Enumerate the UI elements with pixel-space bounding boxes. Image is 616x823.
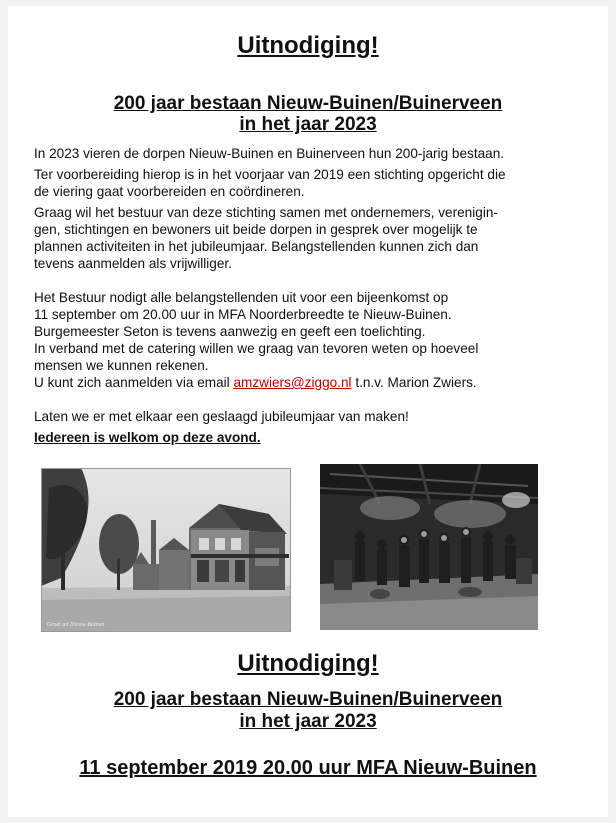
- page-subtitle-line1: 200 jaar bestaan Nieuw-Buinen/Buinerveen: [113, 93, 503, 114]
- paragraph-intro: In 2023 vieren de dorpen Nieuw-Buinen en Buinerveen hun 200-jarig bestaan.: [34, 146, 505, 161]
- paragraph-meeting-l6: [34, 374, 590, 391]
- signup-text-pre: U kunt zich aanmelden via email: [34, 375, 234, 390]
- paragraph-meeting-l5: mensen we kunnen rekenen.: [34, 358, 209, 373]
- photo-factory-workers: [320, 464, 538, 630]
- page-subtitle-line2: in het jaar 2023: [239, 114, 377, 135]
- footer-subtitle-line1: 200 jaar bestaan Nieuw-Buinen/Buinerveen: [113, 689, 503, 710]
- paragraph-board-l4: tevens aanmelden als vrijwilliger.: [34, 256, 232, 271]
- paragraph-preparation-l1: Ter voorbereiding hierop is in het voorjaar van 2019 een stichting opgericht die: [34, 167, 506, 182]
- paragraph-meeting-l2: 11 september om 20.00 uur in MFA Noorderbreedte te Nieuw-Buinen.: [34, 307, 452, 322]
- paragraph-board-l2: gen, stichtingen en bewoners uit beide dorpen in gesprek over mogelijk te: [34, 222, 478, 237]
- signup-text-post: t.n.v. Marion Zwiers.: [351, 375, 477, 390]
- paragraph-preparation-l2: de viering gaat voorbereiden en coördineren.: [34, 184, 305, 199]
- paragraph-closing: Laten we er met elkaar een geslaagd jubileumjaar van maken!: [34, 409, 409, 424]
- email-link[interactable]: amzwiers@ziggo.nl: [233, 375, 352, 390]
- paragraph-board-l1: Graag wil het bestuur van deze stichting samen met ondernemers, verenigin-: [34, 205, 498, 220]
- paragraph-board-l3: plannen activiteiten in het jubileumjaar. Belangstellenden kunnen zich dan: [34, 239, 479, 254]
- welcome-line: Iedereen is welkom op deze avond.: [34, 430, 261, 445]
- paragraph-meeting-l3: Burgemeester Seton is tevens aanwezig en geeft een toelichting.: [34, 324, 426, 339]
- page-title: Uitnodiging!: [237, 32, 379, 59]
- photo-street-scene: [41, 468, 291, 632]
- footer-subtitle-line2: in het jaar 2023: [239, 711, 377, 732]
- footer-title: Uitnodiging!: [237, 650, 379, 677]
- invitation-page: [8, 6, 608, 817]
- paragraph-meeting-l1: Het Bestuur nodigt alle belangstellenden uit voor een bijeenkomst op: [34, 290, 449, 305]
- footer-event-line: 11 september 2019 20.00 uur MFA Nieuw-Buinen: [79, 757, 537, 779]
- photo-caption: Groet uit Nieuw-Buinen: [47, 622, 105, 628]
- invitation-body: [34, 145, 590, 446]
- paragraph-meeting-l4: In verband met de catering willen we graag van tevoren weten op hoeveel: [34, 341, 479, 356]
